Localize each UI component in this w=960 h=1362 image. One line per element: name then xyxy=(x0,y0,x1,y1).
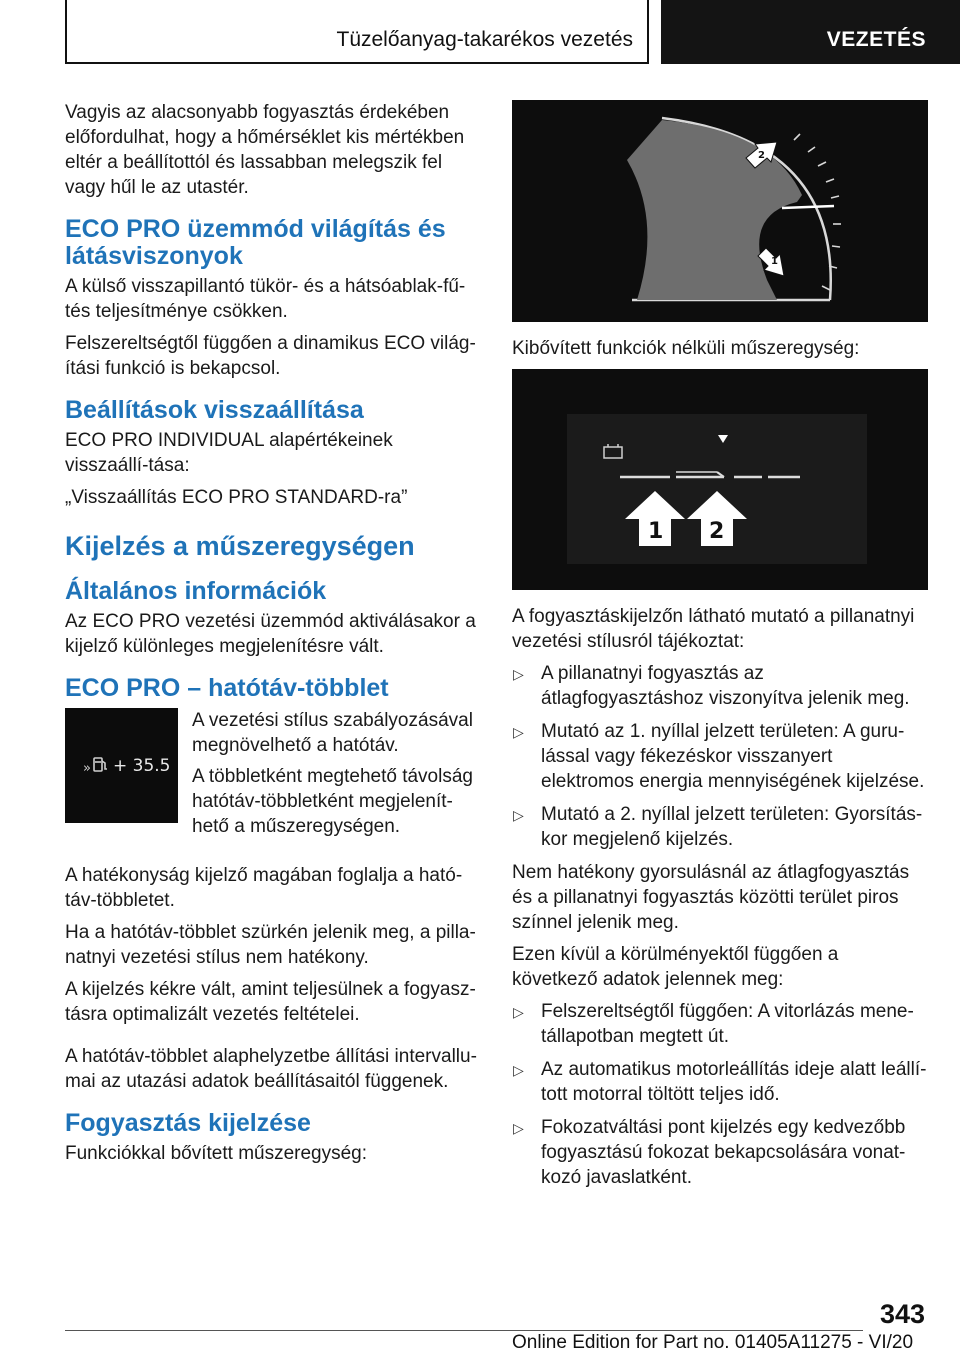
paragraph-range-3: A hatékonyság kijelző magában foglalja a ható-táv-többletet. xyxy=(65,865,463,911)
paragraph-lighting-1: A külső visszapillantó tükör- és a hátsóablak-fű-tés teljesítménye csökken. xyxy=(65,276,466,322)
svg-text:2: 2 xyxy=(758,150,765,161)
heading-eco-lighting: ECO PRO üzemmód világítás és látásviszonyok xyxy=(65,215,446,270)
paragraph-range-1: A vezetési stílus szabályozásával megnövelhető a hatótáv. xyxy=(192,710,473,756)
paragraph-reset-1: ECO PRO INDIVIDUAL alapértékeinek visszaállí-tása: xyxy=(65,430,393,476)
heading-general: Általános információk xyxy=(65,577,327,605)
paragraph-reset-2: „Visszaállítás ECO PRO STANDARD-ra” xyxy=(65,487,408,508)
header-section-box xyxy=(661,0,960,64)
chevron-icon: » xyxy=(83,761,91,776)
header-title: Tüzelőanyag-takarékos vezetés xyxy=(336,28,633,51)
range-extension-block xyxy=(65,708,477,863)
paragraph-consumption: Funkciókkal bővített műszeregység: xyxy=(65,1143,368,1164)
paragraph-also: Ezen kívül a körülményektől függően a következő adatok jelennek meg: xyxy=(512,944,839,990)
bullet-list-additional xyxy=(512,999,928,1190)
list-item: ▷ Mutató a 2. nyíllal jelzett területen: Gyorsítás-kor megjelenő kijelzés. xyxy=(513,804,923,850)
list-item: ▷ Fokozatváltási pont kijelzés egy kedvezőbb fogyasztású fokozat bekapcsolására vonat-kozó javaslatként. xyxy=(513,1117,906,1188)
footer-edition: Online Edition for Part no. 01405A11275 - VI/20 xyxy=(512,1332,914,1353)
heading-consumption: Fogyasztás kijelzése xyxy=(65,1109,311,1137)
paragraph-inefficient: Nem hatékony gyorsulásnál az átlagfogyasztás és a pillanatnyi fogyasztás közötti terület piros színnel jelenik meg. xyxy=(512,862,910,933)
paragraph-general: Az ECO PRO vezetési üzemmód aktiválásakor a kijelző különleges megjelenítésre vált. xyxy=(65,611,476,657)
header-section-label: VEZETÉS xyxy=(826,28,926,51)
paragraph-range-2: A többletként megtehető távolság hatótáv-többletként megjelenít-hető a műszeregységen. xyxy=(192,766,473,837)
range-extension-image xyxy=(65,708,178,823)
paragraph-indicator: A fogyasztáskijelzőn látható mutató a pillanatnyi vezetési stílusról tájékoztat: xyxy=(512,606,915,652)
triangle-bullet-icon: ▷ xyxy=(513,807,524,823)
consumption-bar-illustration xyxy=(512,369,928,590)
gauge-illustration xyxy=(512,100,928,322)
left-column xyxy=(65,100,477,1173)
triangle-bullet-icon: ▷ xyxy=(513,724,524,740)
triangle-bullet-icon: ▷ xyxy=(513,666,524,682)
svg-text:1: 1 xyxy=(771,256,778,267)
paragraph-range-5: A kijelzés kékre vált, amint teljesülnek a fogyasz-tásra optimalizált vezetés feltételei. xyxy=(65,979,476,1025)
triangle-bullet-icon: ▷ xyxy=(513,1062,524,1078)
triangle-bullet-icon: ▷ xyxy=(513,1004,524,1020)
page-number: 343 xyxy=(880,1299,926,1329)
heading-range: ECO PRO – hatótáv-többlet xyxy=(65,674,389,702)
svg-text:2: 2 xyxy=(709,519,725,544)
paragraph-range-4: Ha a hatótáv-többlet szürkén jelenik meg, a pilla-natnyi vezetési stílus nem hatékony. xyxy=(65,922,476,968)
caption-basic-cluster: Kibővített funkciók nélküli műszeregység: xyxy=(512,338,860,359)
intro-paragraph: Vagyis az alacsonyabb fogyasztás érdekében előfordulhat, hogy a hőmérséklet kis mértékben eltér a beállítottól és lassabban melegszik fel vagy hűl le az utastér. xyxy=(65,102,465,198)
footer-divider xyxy=(65,1330,863,1331)
range-extension-graphic xyxy=(65,708,178,823)
heading-display: Kijelzés a műszeregységen xyxy=(65,531,415,561)
range-value: + 35.5 xyxy=(113,756,171,776)
header-title-box xyxy=(65,0,649,64)
heading-reset: Beállítások visszaállítása xyxy=(65,396,364,424)
paragraph-range-6: A hatótáv-többlet alaphelyzetbe állítási intervallu-mai az utazási adatok beállításaitól függenek. xyxy=(65,1046,477,1092)
list-item: ▷ Felszereltségtől függően: A vitorlázás mene-tállapotban megtett út. xyxy=(513,1001,914,1047)
paragraph-lighting-2: Felszereltségtől függően a dinamikus ECO világ-ítási funkció is bekapcsol. xyxy=(65,333,476,379)
list-item: ▷ Az automatikus motorleállítás ideje alatt leállí-tott motorral töltött teljes idő. xyxy=(513,1059,927,1105)
svg-text:1: 1 xyxy=(648,519,664,544)
bullet-list-indicator xyxy=(512,661,928,852)
right-column xyxy=(512,100,928,1198)
list-item: ▷ A pillanatnyi fogyasztás az átlagfogyasztáshoz viszonyítva jelenik meg. xyxy=(513,663,910,709)
list-item: ▷ Mutató az 1. nyíllal jelzett területen: A guru-lással vagy fékezéskor visszanyert elektromos energia mennyiségének kijelzése. xyxy=(513,721,925,792)
triangle-bullet-icon: ▷ xyxy=(513,1120,524,1136)
